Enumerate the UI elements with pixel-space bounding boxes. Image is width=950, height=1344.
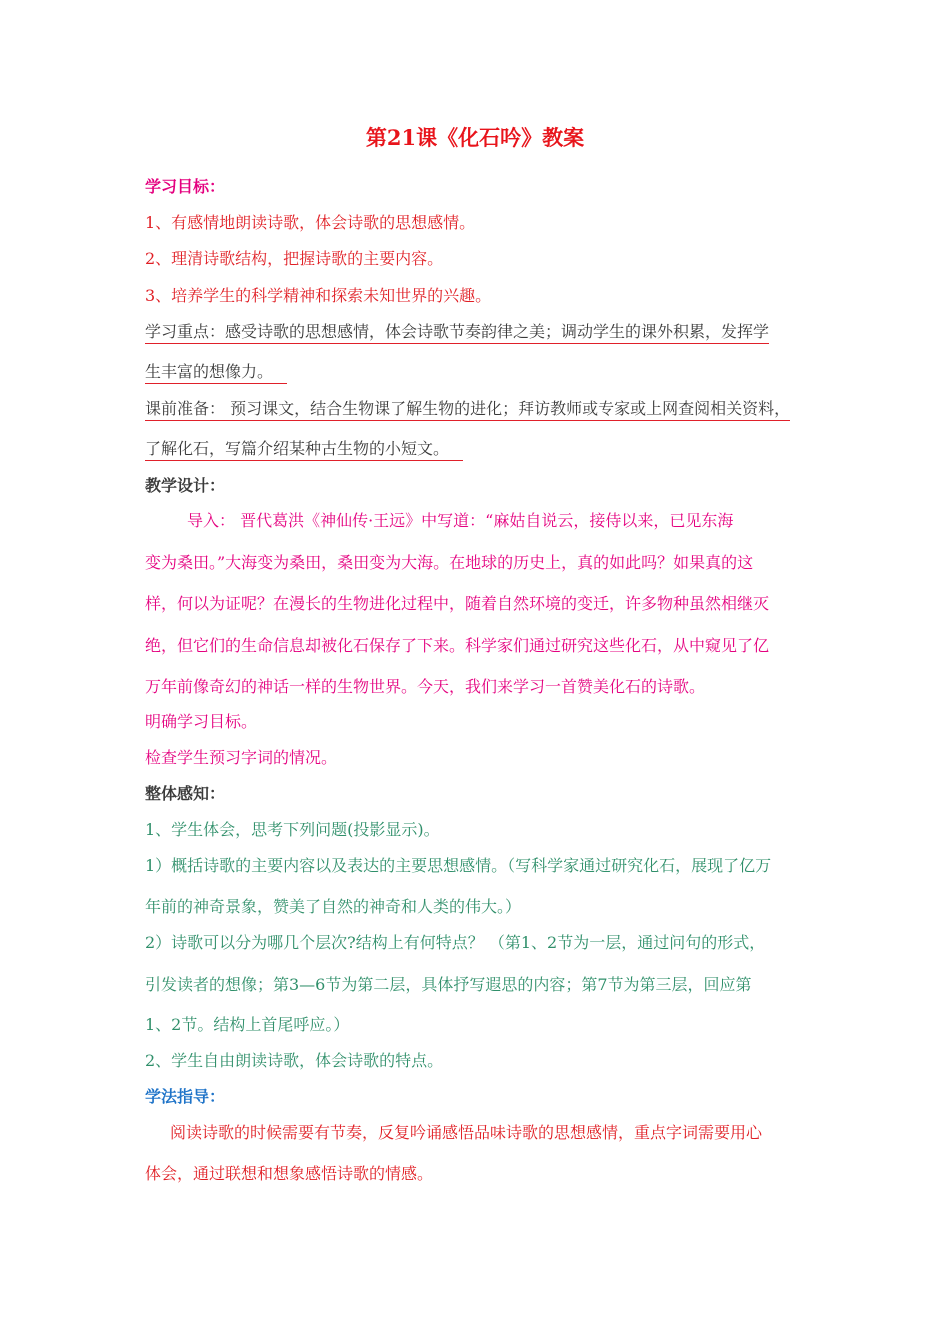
intro-line-4: 绝，但它们的生命信息却被化石保存了下来。科学家们通过研究这些化石，从中窥见了亿 [145, 636, 770, 655]
overall-line-5: 引发读者的想像；第3—6节为第二层，具体抒写遐思的内容；第7节为第三层，回应第 [145, 975, 752, 994]
objectives-heading: 学习目标： [145, 177, 226, 196]
overall-line-6: 1、2节。结构上首尾呼应。） [145, 1015, 350, 1034]
prep-text-2: 了解化石，写篇介绍某种古生物的小短文。 [145, 439, 463, 461]
intro-line-1: 导入： 晋代葛洪《神仙传·王远》中写道：“麻姑自说云，接侍以来，已见东海 [187, 511, 734, 530]
prep-line-1 [145, 398, 790, 420]
intro-line-5: 万年前像奇幻的神话一样的生物世界。今天，我们来学习一首赞美化石的诗歌。 [145, 677, 706, 696]
overall-line-2: 1）概括诗歌的主要内容以及表达的主要思想感情。（写科学家通过研究化石，展现了亿万 [145, 856, 772, 875]
focus-text-1: 学习重点：感受诗歌的思想感情，体会诗歌节奏韵律之美；调动学生的课外积累，发挥学 [145, 322, 769, 344]
method-line-2: 体会，通过联想和想象感悟诗歌的情感。 [145, 1164, 434, 1183]
prep-text-1: 课前准备： 预习课文，结合生物课了解生物的进化；拜访教师或专家或上网查阅相关资料， [145, 399, 790, 421]
objective-item-3: 3、培养学生的科学精神和探索未知世界的兴趣。 [145, 286, 492, 305]
objective-item-2: 2、理清诗歌结构，把握诗歌的主要内容。 [145, 249, 444, 268]
objective-item-1: 1、有感情地朗读诗歌，体会诗歌的思想感情。 [145, 213, 476, 232]
overall-line-4: 2）诗歌可以分为哪几个层次?结构上有何特点？ （第1、2节为一层，通过问句的形式， [145, 933, 766, 952]
focus-line-2 [145, 361, 287, 383]
method-line-1: 阅读诗歌的时候需要有节奏，反复吟诵感悟品味诗歌的思想感情，重点字词需要用心 [170, 1123, 763, 1142]
prep-line-2 [145, 438, 463, 460]
intro-line-2: 变为桑田。”大海变为桑田，桑田变为大海。在地球的历史上，真的如此吗？如果真的这 [145, 553, 754, 572]
overall-heading: 整体感知： [145, 784, 226, 803]
focus-line-1 [145, 321, 769, 343]
step-objectives: 明确学习目标。 [145, 712, 258, 731]
overall-line-3: 年前的神奇景象，赞美了自然的神奇和人类的伟大。） [145, 897, 522, 916]
page-title: 第21课《化石吟》教案 [365, 125, 585, 150]
overall-line-1: 1、学生体会，思考下列问题(投影显示)。 [145, 820, 440, 839]
overall-read: 2、学生自由朗读诗歌，体会诗歌的特点。 [145, 1051, 444, 1070]
design-heading: 教学设计： [145, 476, 226, 495]
focus-text-2: 生丰富的想像力。 [145, 362, 287, 384]
intro-line-3: 样，何以为证呢？在漫长的生物进化过程中，随着自然环境的变迁，许多物种虽然相继灭 [145, 594, 770, 613]
method-heading: 学法指导： [145, 1087, 226, 1106]
step-vocabulary: 检查学生预习字词的情况。 [145, 748, 338, 767]
